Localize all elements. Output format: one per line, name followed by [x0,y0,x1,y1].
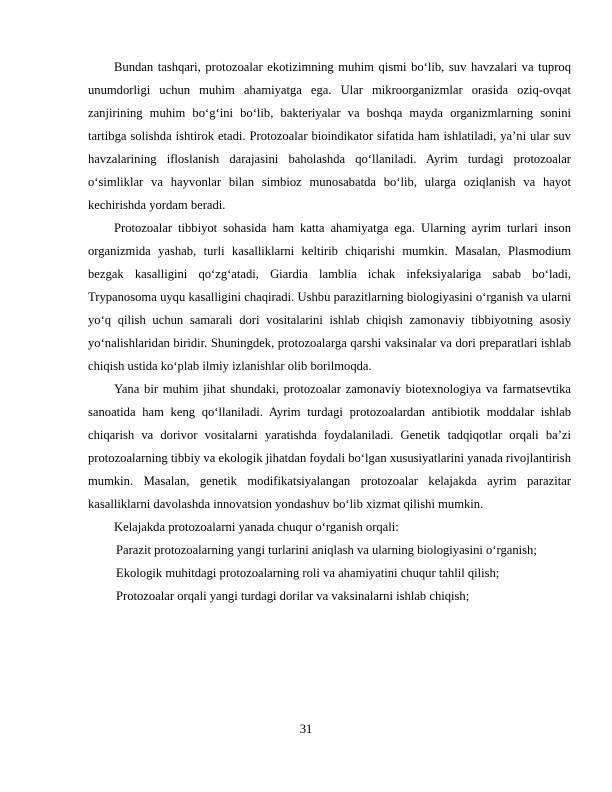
list-item-drugs-vaccines: Protozoalar orqali yangi turdagi dorilar va vaksinalarni ishlab chiqish; [116,589,470,603]
page-body [88,56,571,608]
page-number: 31 [299,722,313,736]
paragraph-ecosystem: Bundan tashqari, protozoalar ekotizimning muhim qismi bo‘lib, suv havzalari va tuproq unumdorligi uchun muhim ahamiyatga ega. Ular mikroorganizmlar orasida oziq-ovqat zanjirining muhim bo‘g‘ini bo‘lib, bakteriyalar va boshqa mayda organizmlarning sonini tartibga solishda ishtirok etadi. Protozoalar bioindikator sifatida ham ishlatiladi, ya’ni ular suv havzalarining ifloslanish darajasini baholashda qo‘llaniladi. Ayrim turdagi protozoalar o‘simliklar va hayvonlar bilan simbioz munosabatda bo‘lib, ularga oziqlanish va hayot kechirishda yordam beradi. [88,60,571,212]
paragraph-medicine: Protozoalar tibbiyot sohasida ham katta ahamiyatga ega. Ularning ayrim turlari inson organizmida yashab, turli kasalliklarni keltirib chiqarishi mumkin. Masalan, Plasmodium bezgak kasalligini qo‘zg‘atadi, Giardia lamblia ichak infeksiyalariga sabab bo‘ladi, Trypanosoma uyqu kasalligini chaqiradi. Ushbu parazitlarning biologiyasini o‘rganish va ularni yo‘q qilish uchun samarali dori vositalarini ishlab chiqish zamonaviy tibbiyotning asosiy yo‘nalishlaridan biridir. Shuningdek, protozoalarga qarshi vaksinalar va dori preparatlari ishlab chiqish ustida ko‘plab ilmiy izlanishlar olib borilmoqda. [88,221,571,373]
list-item-new-species: Parazit protozoalarning yangi turlarini aniqlash va ularning biologiyasini o‘rganish; [116,543,537,557]
list-item-ecology: Ekologik muhitdagi protozoalarning roli va ahamiyatini chuqur tahlil qilish; [116,566,500,580]
paragraph-biotechnology: Yana bir muhim jihat shundaki, protozoalar zamonaviy biotexnologiya va farmatsevtika sanoatida ham keng qo‘llaniladi. Ayrim turdagi protozoalardan antibiotik moddalar ishlab chiqarish va dorivor vositalarni yaratishda foydalaniladi. Genetik tadqiqotlar orqali ba’zi protozoalarning tibbiy va ekologik jihatdan foydali bo‘lgan xususiyatlarini yanada rivojlantirish mumkin. Masalan, genetik modifikatsiyalangan protozoalar kelajakda ayrim parazitar kasalliklarni davolashda innovatsion yondashuv bo‘lib xizmat qilishi mumkin. [88,382,571,511]
paragraph-future-intro: Kelajakda protozoalarni yanada chuqur o‘rganish orqali: [114,520,399,534]
